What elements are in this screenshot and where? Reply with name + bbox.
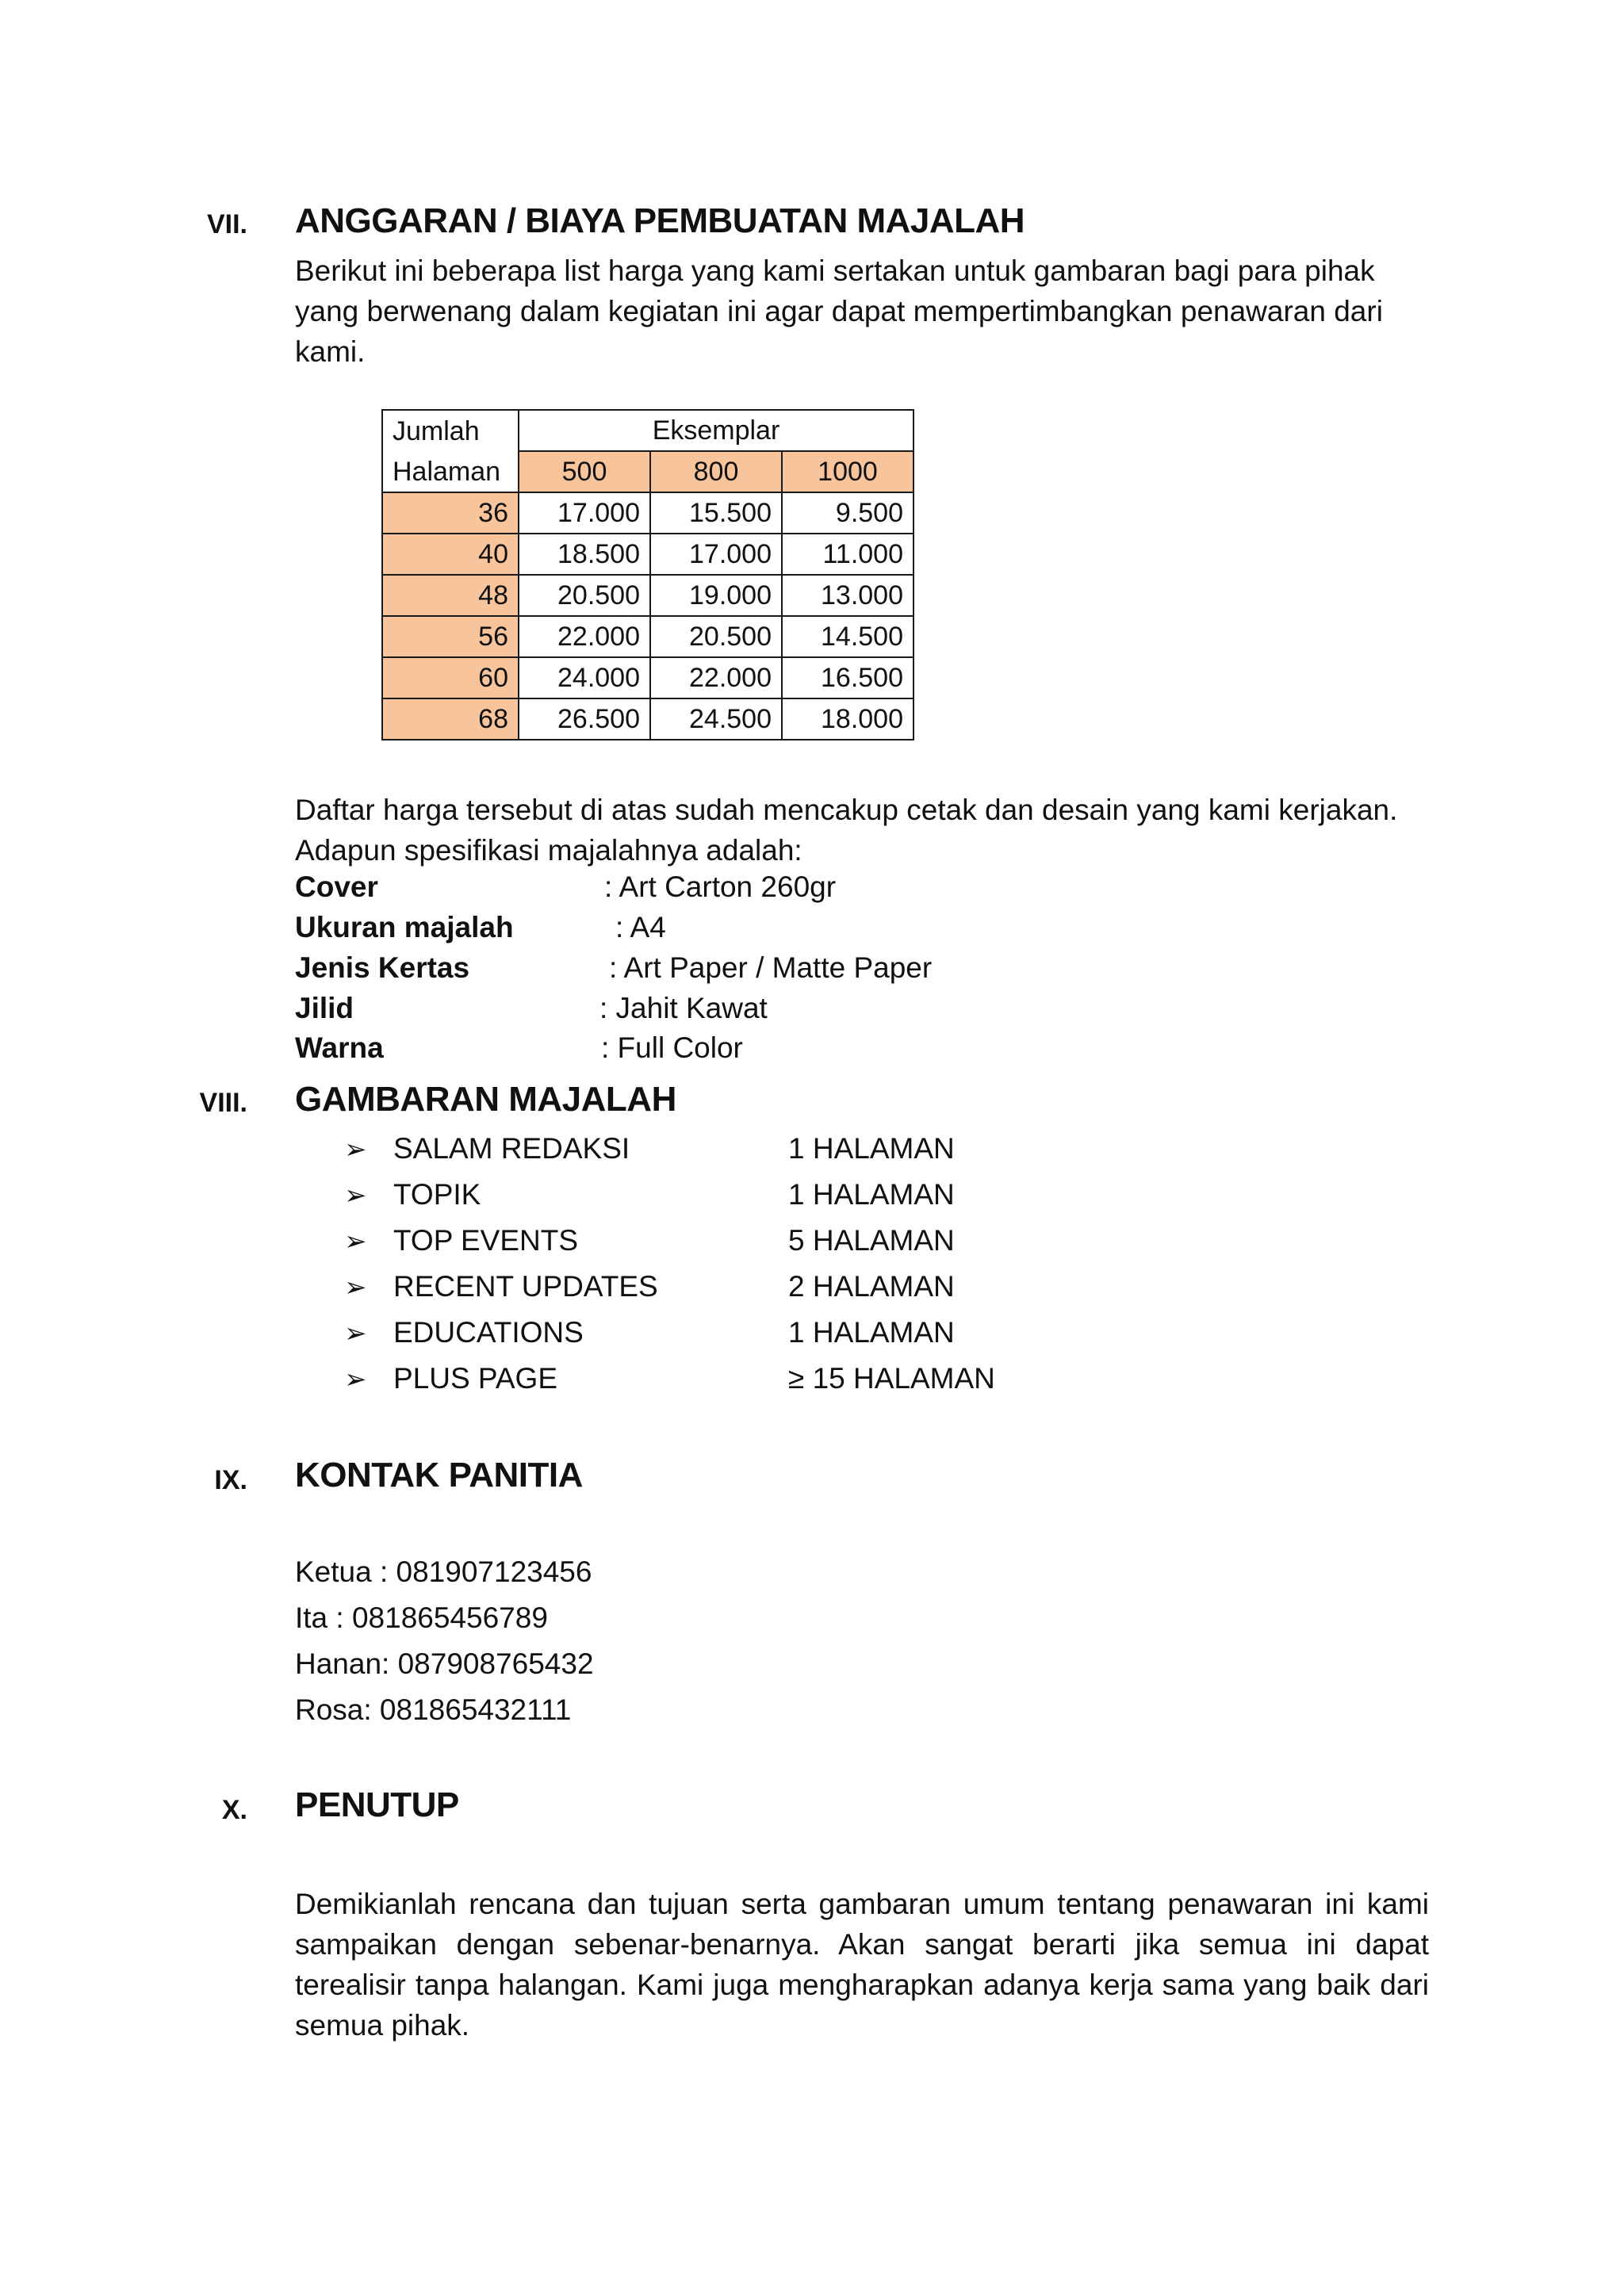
spec-label-ukuran: Ukuran majalah	[295, 911, 514, 943]
price-table	[381, 409, 914, 740]
contact-hanan: Hanan: 087908765432	[295, 1647, 594, 1680]
list-item-name: TOPIK	[393, 1178, 481, 1211]
table-cell: 17.000	[519, 492, 650, 534]
arrow-bullet-icon: ➢	[344, 1226, 367, 1257]
table-cell: 19.000	[650, 575, 782, 616]
table-subheader-row	[382, 451, 914, 492]
table-cell: 20.500	[519, 575, 650, 616]
intro-line: Berikut ini beberapa list harga yang kami sertakan untuk gambaran bagi para pihak	[295, 254, 1375, 287]
list-item-name: SALAM REDAKSI	[393, 1132, 630, 1165]
section-8-title: GAMBARAN MAJALAH	[295, 1080, 676, 1119]
spec-label-jenis-kertas: Jenis Kertas	[295, 951, 470, 984]
arrow-bullet-icon: ➢	[344, 1272, 367, 1303]
after-table-line: Daftar harga tersebut di atas sudah mencakup cetak dan desain yang kami kerjakan.	[295, 794, 1398, 826]
contact-ketua: Ketua : 081907123456	[295, 1556, 592, 1588]
contact-rosa: Rosa: 081865432111	[295, 1693, 572, 1726]
column-header: 1000	[782, 451, 914, 492]
after-table-text	[295, 790, 1429, 871]
section-7-title: ANGGARAN / BIAYA PEMBUATAN MAJALAH	[295, 201, 1025, 240]
contact-ita: Ita : 081865456789	[295, 1601, 548, 1634]
list-item-pages: 5 HALAMAN	[788, 1224, 955, 1257]
table-cell: 11.000	[782, 534, 914, 575]
arrow-bullet-icon: ➢	[344, 1181, 367, 1211]
table-cell: 26.500	[519, 698, 650, 740]
closing-paragraph: Demikianlah rencana dan tujuan serta gambaran umum tentang penawaran ini kami sampaikan dengan sebenar-benarnya. Akan sangat berarti jika semua ini dapat terealisir tanpa halangan. Kami juga mengharapkan adanya kerja sama yang baik dari semua pihak.	[295, 1888, 1429, 2042]
intro-line: kami.	[295, 335, 366, 368]
section-9-title: KONTAK PANITIA	[295, 1456, 583, 1494]
row-header: 36	[382, 492, 519, 534]
table-cell: 20.500	[650, 616, 782, 657]
table-row	[382, 698, 914, 740]
intro-line: yang berwenang dalam kegiatan ini agar dapat mempertimbangkan penawaran dari	[295, 295, 1383, 327]
table-cell: 15.500	[650, 492, 782, 534]
table-row	[382, 534, 914, 575]
spec-label-jilid: Jilid	[295, 992, 354, 1024]
header-eksemplar: Eksemplar	[519, 410, 914, 451]
list-item-name: TOP EVENTS	[393, 1224, 579, 1257]
section-10-number: X.	[221, 1795, 247, 1825]
table-cell: 22.000	[650, 657, 782, 698]
list-item-pages: 1 HALAMAN	[788, 1178, 955, 1211]
row-header: 40	[382, 534, 519, 575]
section-8-number: VIII.	[199, 1088, 247, 1118]
section-9-number: IX.	[214, 1465, 247, 1495]
row-header: 60	[382, 657, 519, 698]
spec-label-cover: Cover	[295, 871, 378, 903]
spec-value-cover: : Art Carton 260gr	[604, 871, 837, 903]
spec-value-ukuran: : A4	[615, 911, 666, 943]
table-cell: 17.000	[650, 534, 782, 575]
list-item-pages: ≥ 15 HALAMAN	[788, 1362, 995, 1395]
list-item-pages: 2 HALAMAN	[788, 1270, 955, 1303]
arrow-bullet-icon: ➢	[344, 1318, 367, 1349]
header-jumlah: Jumlah	[382, 410, 519, 451]
list-item-name: PLUS PAGE	[393, 1362, 558, 1395]
header-halaman: Halaman	[382, 451, 519, 492]
table-cell: 13.000	[782, 575, 914, 616]
arrow-bullet-icon: ➢	[344, 1364, 367, 1395]
list-item-pages: 1 HALAMAN	[788, 1316, 955, 1349]
table-cell: 24.500	[650, 698, 782, 740]
table-row	[382, 575, 914, 616]
table-header-row	[382, 410, 914, 451]
column-header: 800	[650, 451, 782, 492]
table-cell: 18.500	[519, 534, 650, 575]
list-item-name: RECENT UPDATES	[393, 1270, 658, 1303]
table-cell: 16.500	[782, 657, 914, 698]
section-7-number: VII.	[206, 209, 247, 239]
list-item-name: EDUCATIONS	[393, 1316, 584, 1349]
table-cell: 24.000	[519, 657, 650, 698]
spec-value-jilid: : Jahit Kawat	[599, 992, 768, 1024]
spec-label-warna: Warna	[295, 1031, 384, 1064]
row-header: 68	[382, 698, 519, 740]
table-row	[382, 616, 914, 657]
table-cell: 22.000	[519, 616, 650, 657]
table-cell: 18.000	[782, 698, 914, 740]
after-table-line: Adapun spesifikasi majalahnya adalah:	[295, 834, 802, 867]
section-10-title: PENUTUP	[295, 1785, 459, 1824]
spec-value-jenis-kertas: : Art Paper / Matte Paper	[609, 951, 933, 984]
section-7-intro	[295, 251, 1429, 372]
row-header: 48	[382, 575, 519, 616]
row-header: 56	[382, 616, 519, 657]
table-cell: 9.500	[782, 492, 914, 534]
arrow-bullet-icon: ➢	[344, 1135, 367, 1165]
table-row	[382, 657, 914, 698]
list-item-pages: 1 HALAMAN	[788, 1132, 955, 1165]
table-cell: 14.500	[782, 616, 914, 657]
spec-value-warna: : Full Color	[601, 1031, 743, 1064]
column-header: 500	[519, 451, 650, 492]
table-row	[382, 492, 914, 534]
